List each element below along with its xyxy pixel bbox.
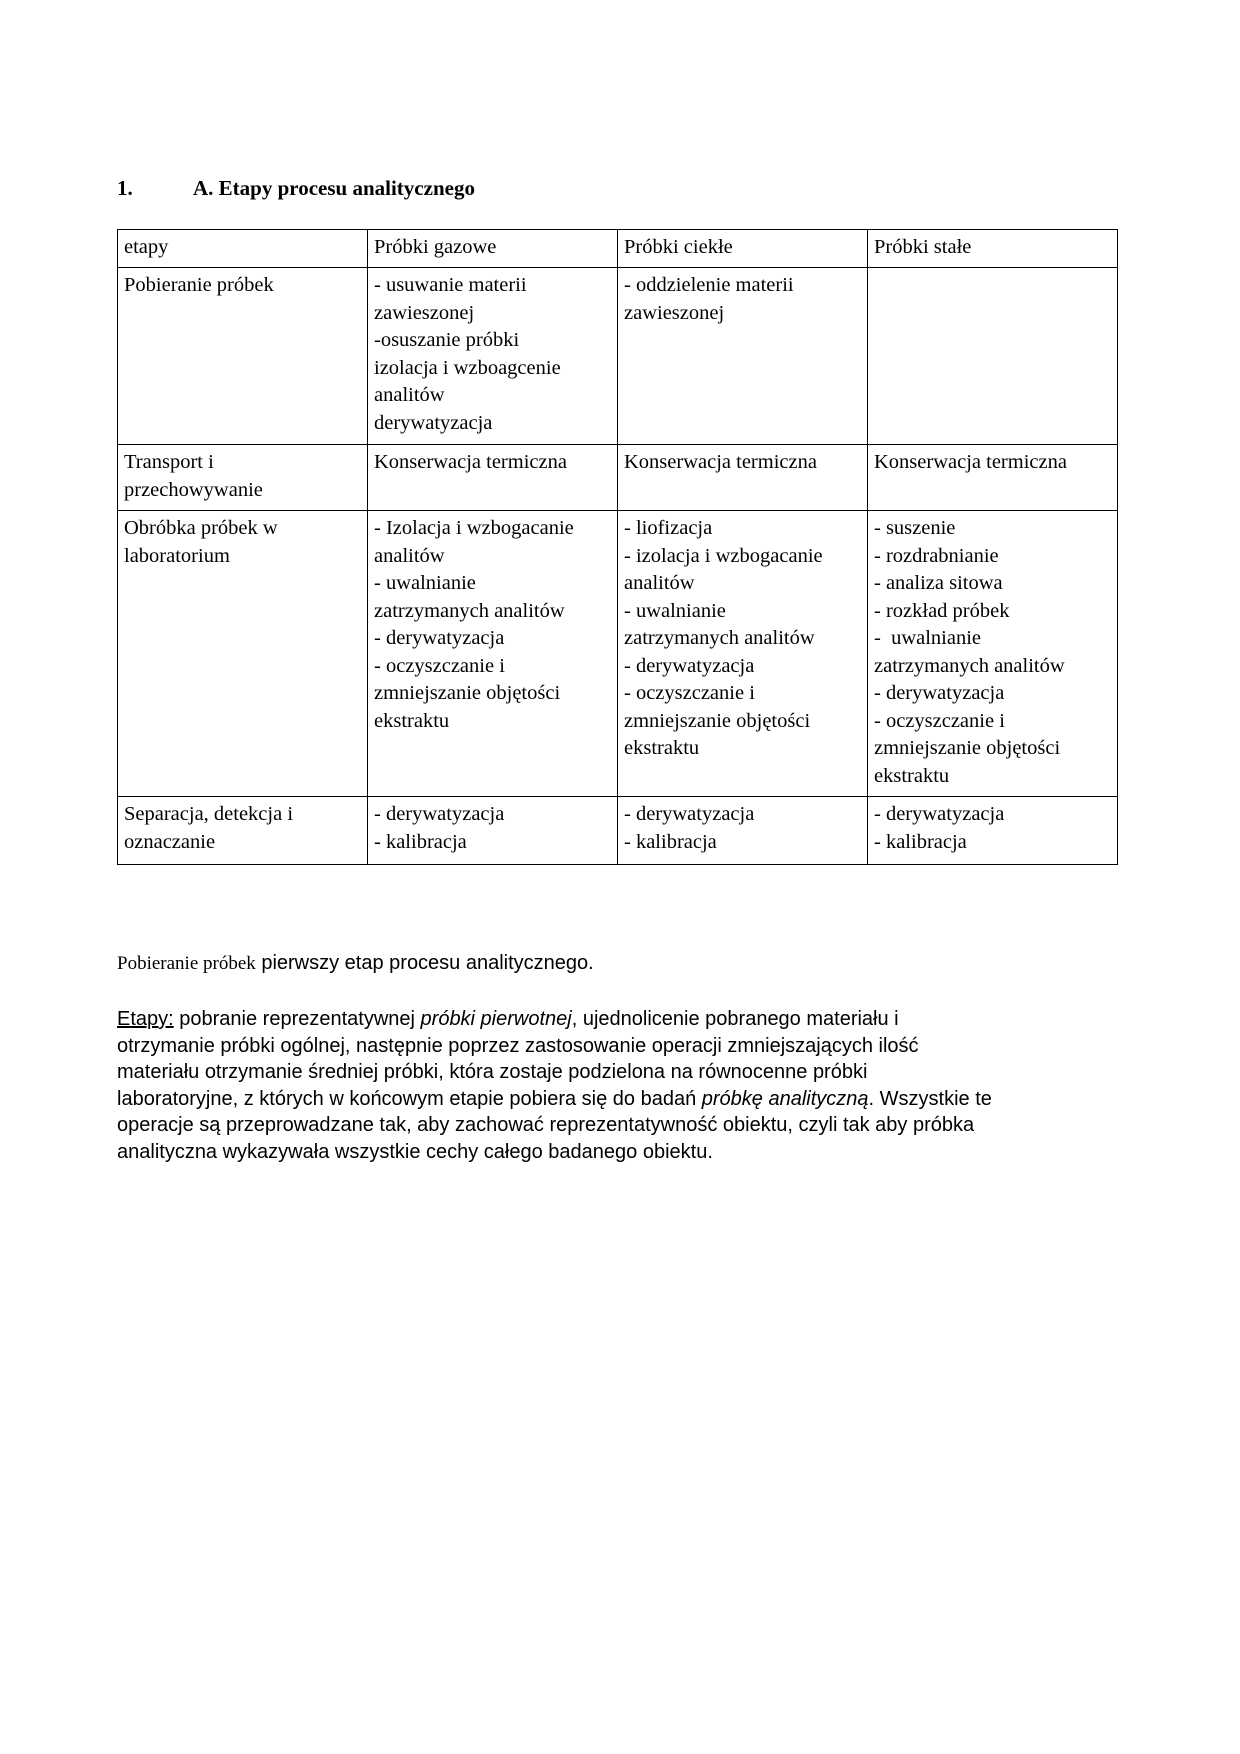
cell-line: - derywatyzacja — [624, 654, 755, 677]
cell-line: derywatyzacja — [374, 411, 493, 434]
cell-line: - derywatyzacja — [374, 627, 505, 649]
cell-line: izolacja i wzboagcenie — [374, 356, 561, 379]
solid-cell — [868, 511, 1118, 797]
cell-line: Konserwacja termiczna — [624, 451, 817, 473]
solid-cell — [868, 445, 1118, 511]
cell-line: zawieszonej — [374, 301, 475, 324]
table-row — [118, 445, 1118, 511]
cell-line: - derywatyzacja — [874, 682, 1005, 704]
header-cell-gas: Próbki gazowe — [368, 230, 618, 268]
cell-line: - liofizacja — [624, 517, 713, 539]
cell-line: - derywatyzacja — [624, 803, 755, 825]
cell-line: - analiza sitowa — [874, 572, 1003, 594]
cell-line: Konserwacja termiczna — [874, 451, 1067, 473]
emphasis-term: próbki pierwotnej — [420, 1008, 572, 1030]
header-cell-stages: etapy — [118, 230, 368, 268]
cell-line: ekstraktu — [624, 737, 700, 759]
table-row — [118, 797, 1118, 865]
cell-line: przechowywanie — [124, 478, 263, 501]
cell-line: - uwalnianie — [624, 599, 726, 622]
cell-line: analitów — [374, 544, 445, 567]
paragraph-line: analityczna wykazywała wszystkie cechy całego badanego obiektu. — [117, 1140, 713, 1163]
liquid-cell — [618, 268, 868, 445]
liquid-cell — [618, 511, 868, 797]
cell-line: oznaczanie — [124, 830, 216, 853]
cell-line: - rozkład próbek — [874, 599, 1010, 622]
table-row — [118, 268, 1118, 445]
cell-line: laboratorium — [124, 544, 230, 567]
cell-line: - oczyszczanie i — [374, 654, 505, 677]
cell-line: Separacja, detekcja i — [124, 803, 294, 825]
text-run: pobranie reprezentatywnej — [173, 1008, 421, 1030]
cell-line: Obróbka próbek w — [124, 517, 278, 539]
cell-line: Konserwacja termiczna — [374, 451, 567, 473]
stage-cell — [118, 511, 368, 797]
paragraph-label: Etapy: — [117, 1008, 174, 1030]
paragraph-line: materiału otrzymanie średniej próbki, która zostaje podzielona na równocenne próbki — [117, 1061, 868, 1083]
solid-cell — [868, 797, 1118, 865]
intro-sentence — [117, 952, 594, 975]
cell-line: - suszenie — [874, 517, 956, 539]
cell-line: ekstraktu — [374, 709, 450, 732]
cell-line: - usuwanie materii — [374, 274, 527, 296]
text-run: . Wszystkie te — [868, 1087, 992, 1110]
cell-line: zatrzymanych analitów — [374, 599, 565, 622]
cell-line: - oczyszczanie i — [874, 709, 1005, 732]
paragraph-line — [117, 1006, 1127, 1033]
cell-line: analitów — [374, 384, 445, 406]
cell-line: - rozdrabnianie — [874, 544, 999, 567]
intro-rest: pierwszy etap procesu analitycznego. — [255, 952, 594, 974]
stages-paragraph — [117, 1006, 1127, 1165]
header-cell-liquid: Próbki ciekłe — [618, 230, 868, 268]
cell-line: Transport i — [124, 451, 214, 473]
cell-line: - derywatyzacja — [374, 803, 505, 825]
text-run: , ujednolicenie pobranego materiału i — [571, 1008, 899, 1030]
cell-line: - Izolacja i wzbogacanie — [374, 517, 574, 539]
cell-line: - oczyszczanie i — [624, 682, 755, 704]
solid-cell — [868, 268, 1118, 445]
section-number: 1. — [117, 176, 133, 200]
cell-line: zmniejszanie objętości — [374, 682, 561, 704]
gas-cell — [368, 445, 618, 511]
section-title: A. Etapy procesu analitycznego — [193, 176, 475, 200]
cell-line: Pobieranie próbek — [124, 274, 274, 296]
cell-line: - oddzielenie materii — [624, 274, 794, 296]
paragraph-line — [117, 1086, 1127, 1113]
paragraph-line: otrzymanie próbki ogólnej, następnie poprzez zastosowanie operacji zmniejszających ilość — [117, 1034, 919, 1057]
analytical-process-stages-table — [117, 229, 1118, 865]
intro-lead: Pobieranie próbek — [117, 953, 256, 974]
cell-line: zatrzymanych analitów — [624, 627, 815, 649]
stage-cell — [118, 445, 368, 511]
cell-line: - derywatyzacja — [874, 803, 1005, 825]
liquid-cell — [618, 797, 868, 865]
gas-cell — [368, 511, 618, 797]
section-heading — [117, 176, 475, 201]
paragraph-line: operacje są przeprowadzane tak, aby zachować reprezentatywność obiektu, czyli tak aby próbka — [117, 1114, 975, 1136]
cell-line: zawieszonej — [624, 301, 725, 324]
cell-line: ekstraktu — [874, 764, 950, 787]
cell-line: - kalibracja — [374, 830, 467, 853]
cell-line: - izolacja i wzbogacanie — [624, 544, 823, 567]
gas-cell — [368, 797, 618, 865]
gas-cell — [368, 268, 618, 445]
cell-line: - kalibracja — [874, 830, 967, 853]
cell-line: zmniejszanie objętości — [624, 709, 811, 732]
cell-line: - kalibracja — [624, 830, 717, 853]
liquid-cell — [618, 445, 868, 511]
table-header-row — [118, 230, 1118, 268]
cell-line: analitów — [624, 572, 695, 594]
cell-line: - uwalnianie — [874, 627, 982, 649]
header-cell-solid: Próbki stałe — [868, 230, 1118, 268]
cell-line: -osuszanie próbki — [374, 329, 520, 351]
cell-line: zatrzymanych analitów — [874, 654, 1065, 677]
cell-line: zmniejszanie objętości — [874, 737, 1061, 759]
stage-cell — [118, 797, 368, 865]
text-run: laboratoryjne, z których w końcowym etapie pobiera się do badań — [117, 1087, 702, 1110]
stage-cell — [118, 268, 368, 445]
cell-line: - uwalnianie — [374, 572, 476, 594]
table-row — [118, 511, 1118, 797]
emphasis-term: próbkę analityczną — [701, 1087, 869, 1110]
